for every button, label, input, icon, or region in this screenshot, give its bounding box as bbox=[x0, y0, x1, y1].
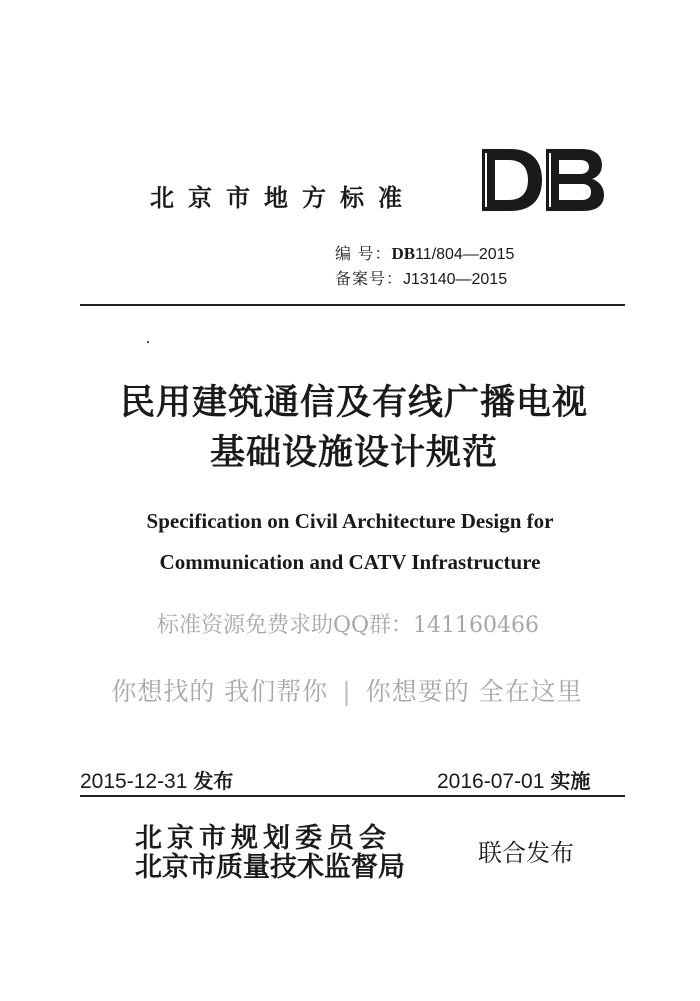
issue-date bbox=[80, 765, 233, 794]
publisher-org2: 北京市质量技术监督局 bbox=[135, 852, 405, 883]
standard-number bbox=[335, 241, 514, 264]
publisher-org1: 北京市规划委员会 bbox=[135, 823, 391, 854]
watermark-separator: | bbox=[342, 677, 352, 706]
speck bbox=[147, 341, 149, 343]
watermark-line2 bbox=[0, 672, 697, 708]
joint-publish-label: 联合发布 bbox=[478, 839, 574, 867]
standard-number-prefix: DB bbox=[391, 244, 416, 263]
title-zh-line2: 基础设施设计规范 bbox=[209, 433, 498, 473]
implement-date bbox=[437, 765, 590, 794]
record-number-label: 备案号： bbox=[335, 271, 404, 288]
standard-type-title: 北京市地方标准 bbox=[150, 184, 416, 212]
title-zh-line1: 民用建筑通信及有线广播电视 bbox=[119, 383, 588, 423]
record-number bbox=[335, 266, 507, 289]
implement-date-value: 2016-07-01 bbox=[437, 770, 545, 793]
db-logo bbox=[478, 145, 608, 215]
title-en-line2: Communication and CATV Infrastructure bbox=[159, 550, 541, 574]
title-en-line1: Specification on Civil Architecture Design for bbox=[146, 509, 554, 533]
issue-date-value: 2015-12-31 bbox=[80, 770, 188, 793]
bottom-divider bbox=[80, 795, 625, 797]
standard-number-label: 编 号： bbox=[335, 246, 392, 263]
top-divider bbox=[80, 304, 625, 306]
watermark-line1: 标准资源免费求助QQ群：141160466 bbox=[156, 613, 540, 638]
standard-number-value: 11/804—2015 bbox=[415, 246, 515, 263]
implement-date-label: 实施 bbox=[550, 769, 591, 793]
issue-date-label: 发布 bbox=[193, 769, 234, 793]
record-number-value: J13140—2015 bbox=[403, 271, 508, 288]
watermark-line2-right: 你想要的 全在这里 bbox=[365, 677, 583, 706]
watermark-line2-left: 你想找的 我们帮你 bbox=[111, 677, 329, 706]
